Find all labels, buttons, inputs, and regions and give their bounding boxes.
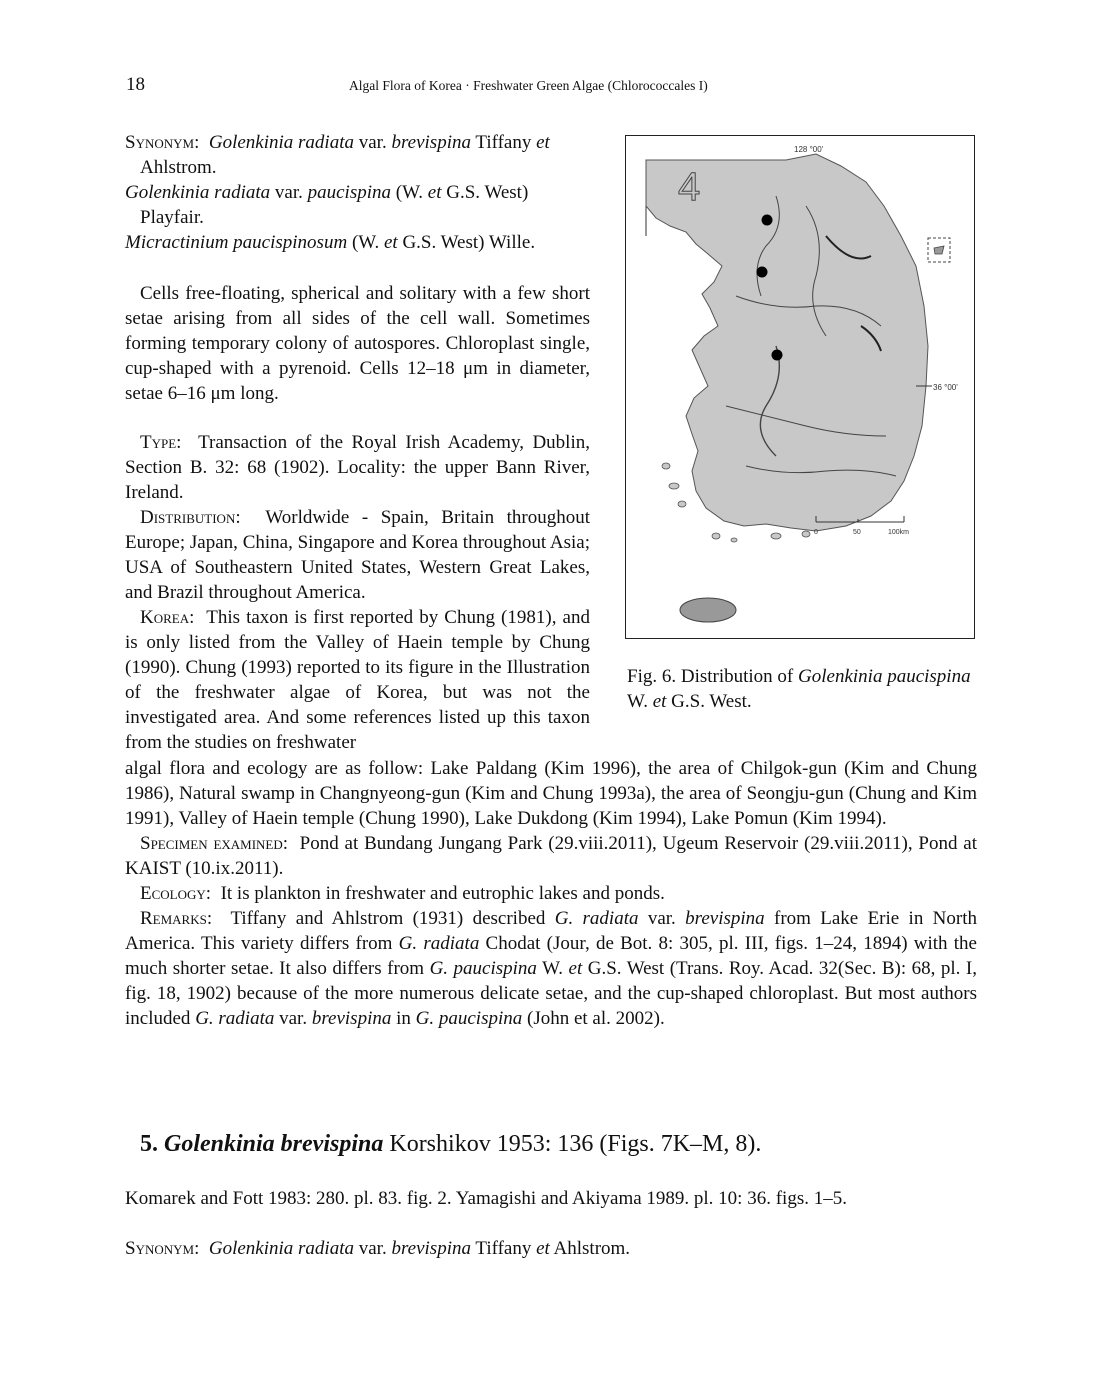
synonym-entry: Synonym: Golenkinia radiata var. brevispina Tiffany et Ahlstrom. [125,132,550,178]
synonym-taxon: Golenkinia radiata [208,1238,354,1259]
type-paragraph: Type: Transaction of the Royal Irish Academy, Dublin, Section B. 32: 68 (1902). Locality: the upper Bann River, Ireland. [125,432,590,503]
ecology-paragraph: Ecology: It is plankton in freshwater and eutrophic lakes and ponds. [140,883,665,904]
locality-point [772,350,783,361]
remarks-taxon: G. paucispina [429,958,537,979]
caption-text: G.S. West. [666,691,752,712]
distribution-text: Worldwide - Spain, Britain throughout Europe; Japan, China, Singapore and Korea throughout Asia; USA of Southeastern United States, Western Great Lakes, and Brazil throughout America. [125,507,590,603]
full-width-block [125,756,977,1031]
remarks-paragraph: Remarks: Tiffany and Ahlstrom (1931) described G. radiata var. brevispina from Lake Erie in North America. This variety differs from G. radiata Chodat (Jour, de Bot. 8: 305, pl. III, figs. 1–24, 1894) with the much shorter setae. It also differs from G. paucispina W. et G.S. West (Trans. Roy. Acad. 32(Sec. B): 68, pl. I, fig. 18, 1902) because of the more numerous delicate setae, and the cup-shaped chloroplast. But most authors included G. radiata var. brevispina in G. paucispina (John et al. 2002). [125,908,977,1029]
specimen-text: Pond at Bundang Jungang Park (29.viii.2011), Ugeum Reservoir (29.viii.2011), Pond at KAIST (10.ix.2011). [125,833,977,879]
remarks-taxon: brevispina [685,908,765,929]
synonym-authority: Tiffany [470,1238,537,1259]
section-heading [140,1131,761,1158]
synonym-taxon: Micractinium paucispinosum [125,232,348,253]
distribution-map-figure [625,135,975,639]
caption-taxon: Golenkinia paucispina [798,666,971,687]
remarks-taxon: G. radiata [195,1008,275,1029]
section-number: 5. [140,1131,158,1157]
running-title: Algal Flora of Korea · Freshwater Green Algae (Chlorococcales I) [349,78,708,93]
synonym-authority: Ahlstrom. [140,157,217,178]
distribution-paragraph: Distribution: Worldwide - Spain, Britain throughout Europe; Japan, China, Singapore and Korea throughout Asia; USA of Southeastern United States, Western Great Lakes, and Brazil throughout America. [125,507,590,603]
ecology-text: It is plankton in freshwater and eutrophic lakes and ponds. [220,883,665,904]
scale-tick: 0 [814,529,818,536]
corner-mark: 4 [678,165,701,209]
figure-caption [627,664,977,714]
synonym-et: et [427,182,442,203]
remarks-text: Tiffany and Ahlstrom (1931) described [230,908,555,929]
description-text: Cells free-floating, spherical and solitary with a few short setae arising from all sides of the cell wall. Sometimes forming temporary colony of autospores. Chloroplast single, cup-shaped with a pyrenoid. Cells 12–18 μm in diameter, setae 6–16 μm long. [125,283,590,404]
synonym-authority: (W. [391,182,428,203]
synonym-et: et [383,232,398,253]
remarks-taxon: G. paucispina [415,1008,523,1029]
synonym-entry [125,180,590,230]
synonym-authority: (W. [347,232,384,253]
synonym-label: Synonym [125,1238,195,1259]
caption-et: et [652,691,667,712]
caption-text: Fig. 6. Distribution of [627,666,799,687]
reference-text: Komarek and Fott 1983: 280. pl. 83. fig. 2. Yamagishi and Akiyama 1989. pl. 10: 36. figs. 1–5. [125,1188,847,1209]
section-citation: Korshikov 1953: 136 (Figs. 7K–M, 8). [383,1131,762,1157]
synonym-et: et [536,1238,550,1259]
scale-tick: 100km [888,529,910,536]
description-block [125,281,590,406]
synonym-authority: Ahlstrom. [549,1238,631,1259]
remarks-taxon: brevispina [311,1008,392,1029]
synonym-entry [125,230,590,255]
synonym-label: Synonym [125,132,195,153]
remarks-text: var. [638,908,686,929]
korea-label: Korea [140,607,190,628]
locality-point [762,215,773,226]
locality-point [757,267,768,278]
latitude-label: 36 °00' [933,383,958,392]
remarks-text: var. [274,1008,312,1029]
synonym-authority: G.S. West) Wille. [397,232,536,253]
scale-tick: 50 [853,529,861,536]
synonym-block [125,130,590,255]
korea-continuation: algal flora and ecology are as follow: Lake Paldang (Kim 1996), the area of Chilgok-gun (Kim and Chung 1986), Natural swamp in Changnyeong-gun (Kim and Chung 1993a), the area of Seongju-gun (Chung and Kim 1991), Valley of Haein temple (Chung 1990), Lake Dukdong (Kim 1994), Lake Pomun (Kim 1994). [125,758,977,829]
remarks-text: G.S. West (Trans. Roy. Acad. 32(Sec. B): 68, pl. I, fig. 18, 1902) because of the more numerous delicate setae, and the cup-shaped chloroplast. But most authors included [125,958,977,1029]
synonym-et: et [536,132,550,153]
synonym-infra: brevispina [391,132,471,153]
korea-paragraph: Korea: This taxon is first reported by Chung (1981), and is only listed from the Valley of Haein temple by Chung (1990). Chung (1993) reported to its figure in the Illustration of the freshwater algae of Korea, but was not the investigated area. And some references listed up this taxon from the studies on freshwater [125,607,590,753]
type-distribution-block [125,430,590,755]
remarks-text: in [391,1008,416,1029]
section5-synonym: Synonym: Golenkinia radiata var. brevispina Tiffany et Ahlstrom. [125,1238,631,1259]
type-text: Transaction of the Royal Irish Academy, Dublin, Section B. 32: 68 (1902). Locality: the upper Bann River, Ireland. [125,432,590,503]
remarks-taxon: G. radiata [398,933,480,954]
longitude-label: 128 °00' [794,145,824,154]
type-label: Type [140,432,177,453]
specimen-label: Specimen examined [140,833,283,854]
remarks-text: from Lake Erie in North America. This variety differs from [125,908,977,954]
page-number: 18 [126,74,145,95]
synonym-rank: var. [270,182,308,203]
jeju-island [680,598,736,622]
synonym-infra: paucispina [307,182,391,203]
remarks-text: (John et al. 2002). [522,1008,665,1029]
remarks-text: Chodat (Jour, de Bot. 8: 305, pl. III, figs. 1–24, 1894) with the much shorter setae. It also differs from [125,933,977,979]
korea-map [626,136,974,638]
remarks-taxon: G. radiata [554,908,639,929]
synonym-taxon: Golenkinia radiata [125,182,271,203]
distribution-label: Distribution [140,507,236,528]
synonym-authority: G.S. West) Playfair. [140,182,529,228]
remarks-text: W. [536,958,569,979]
ecology-label: Ecology [140,883,206,904]
caption-text: W. [627,691,653,712]
synonym-infra: brevispina [391,1238,471,1259]
section-taxon: Golenkinia brevispina [164,1131,384,1157]
section5-references [125,1186,977,1211]
synonym-authority: Tiffany [470,132,537,153]
synonym-taxon: Golenkinia radiata [208,132,354,153]
synonym-rank: var. [354,132,392,153]
synonym-rank: var. [354,1238,392,1259]
specimen-paragraph: Specimen examined: Pond at Bundang Jungang Park (29.viii.2011), Ugeum Reservoir (29.viii.2011), Pond at KAIST (10.ix.2011). [125,833,977,879]
remarks-et: et [568,958,583,979]
remarks-label: Remarks [140,908,207,929]
korea-text: This taxon is first reported by Chung (1981), and is only listed from the Valley of Haein temple by Chung (1990). Chung (1993) reported to its figure in the Illustration of the freshwater algae of Korea, but was not the investigated area. And some references listed up this taxon from the studies on freshwater [125,607,590,753]
peninsula-landmass [646,154,928,531]
